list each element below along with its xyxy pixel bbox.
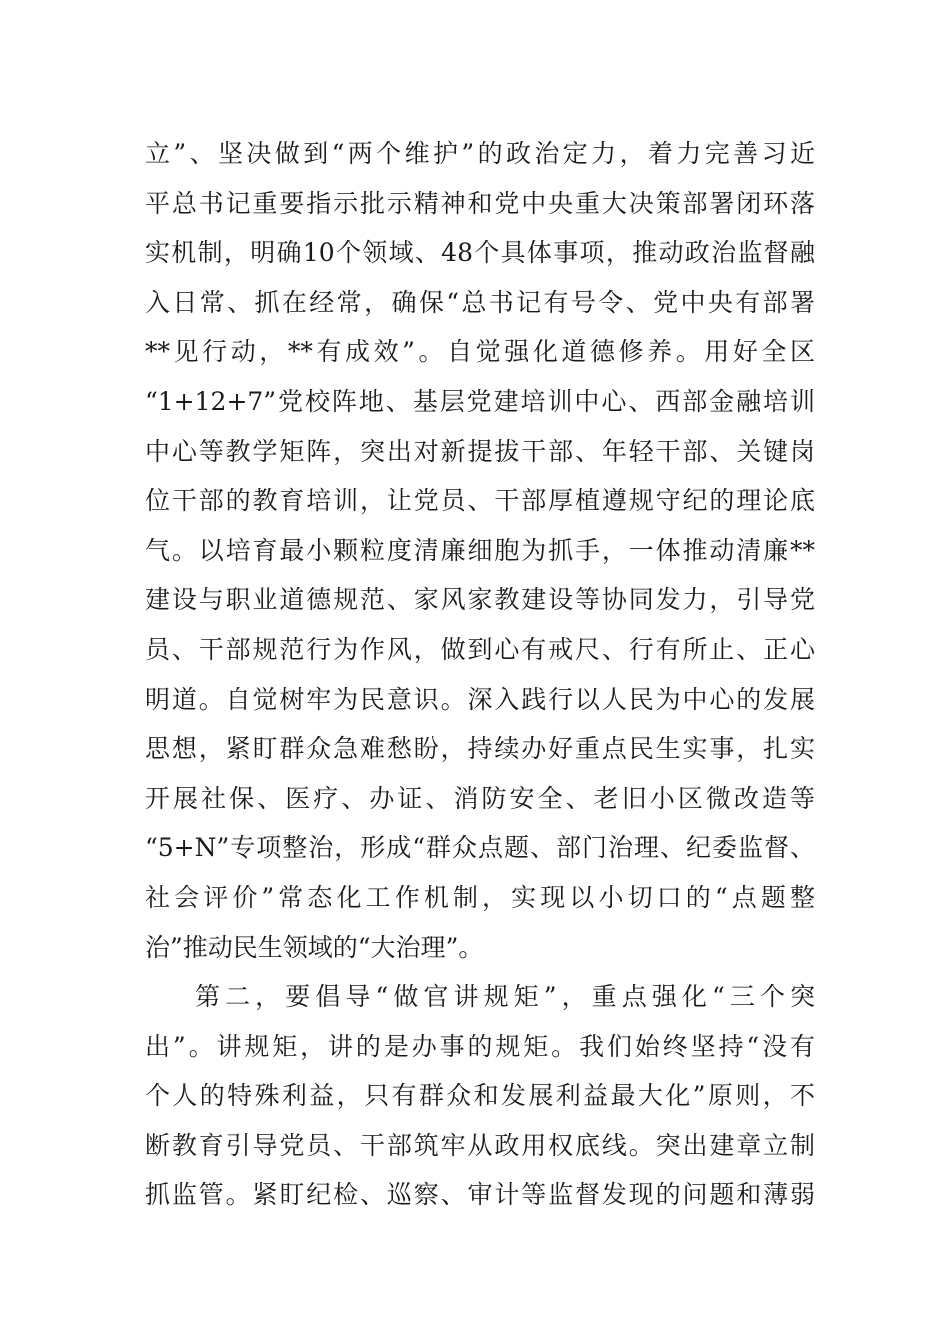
text-line: 位干部的教育培训，让党员、干部厚植遵规守纪的理论底 bbox=[145, 486, 815, 516]
text-line: “5+N”专项整治，形成“群众点题、部门治理、纪委监督、 bbox=[145, 833, 815, 863]
paragraph-1 bbox=[145, 129, 815, 972]
text-line: “1+12+7”党校阵地、基层党建培训中心、西部金融培训 bbox=[145, 386, 815, 416]
text-line: 思想，紧盯群众急难愁盼，持续办好重点民生实事，扎实 bbox=[145, 734, 815, 764]
text-line: 立”、坚决做到“两个维护”的政治定力，着力完善习近 bbox=[145, 139, 815, 168]
text-line: 出”。讲规矩，讲的是办事的规矩。我们始终坚持“没有 bbox=[145, 1031, 815, 1061]
text-line: 入日常、抓在经常，确保“总书记有号令、党中央有部署 bbox=[145, 287, 815, 317]
text-line: 气。以培育最小颗粒度清廉细胞为抓手，一体推动清廉** bbox=[145, 535, 815, 565]
text-line: 社会评价”常态化工作机制，实现以小切口的“点题整 bbox=[145, 882, 815, 912]
text-line: 第二，要倡导“做官讲规矩”，重点强化“三个突 bbox=[195, 982, 815, 1012]
text-line: **见行动，**有成效”。自觉强化道德修养。用好全区 bbox=[145, 337, 815, 367]
paragraph-2 bbox=[145, 972, 815, 1220]
text-line: 中心等教学矩阵，突出对新提拔干部、年轻干部、关键岗 bbox=[145, 436, 815, 466]
text-line: 个人的特殊利益，只有群众和发展利益最大化”原则，不 bbox=[145, 1081, 815, 1111]
text-line: 治”推动民生领域的“大治理”。 bbox=[145, 932, 484, 962]
text-line: 平总书记重要指示批示精神和党中央重大决策部署闭环落 bbox=[145, 188, 815, 218]
text-line: 员、干部规范行为作风，做到心有戒尺、行有所止、正心 bbox=[145, 634, 815, 664]
document-body bbox=[145, 129, 815, 1220]
text-line: 开展社保、医疗、办证、消防安全、老旧小区微改造等 bbox=[145, 783, 815, 813]
text-line: 明道。自觉树牢为民意识。深入践行以人民为中心的发展 bbox=[145, 684, 815, 714]
text-line: 断教育引导党员、干部筑牢从政用权底线。突出建章立制 bbox=[145, 1130, 815, 1160]
text-line: 实机制，明确10个领域、48个具体事项，推动政治监督融 bbox=[145, 238, 815, 268]
text-line: 抓监管。紧盯纪检、巡察、审计等监督发现的问题和薄弱 bbox=[145, 1180, 815, 1210]
text-line: 建设与职业道德规范、家风家教建设等协同发力，引导党 bbox=[145, 585, 815, 615]
